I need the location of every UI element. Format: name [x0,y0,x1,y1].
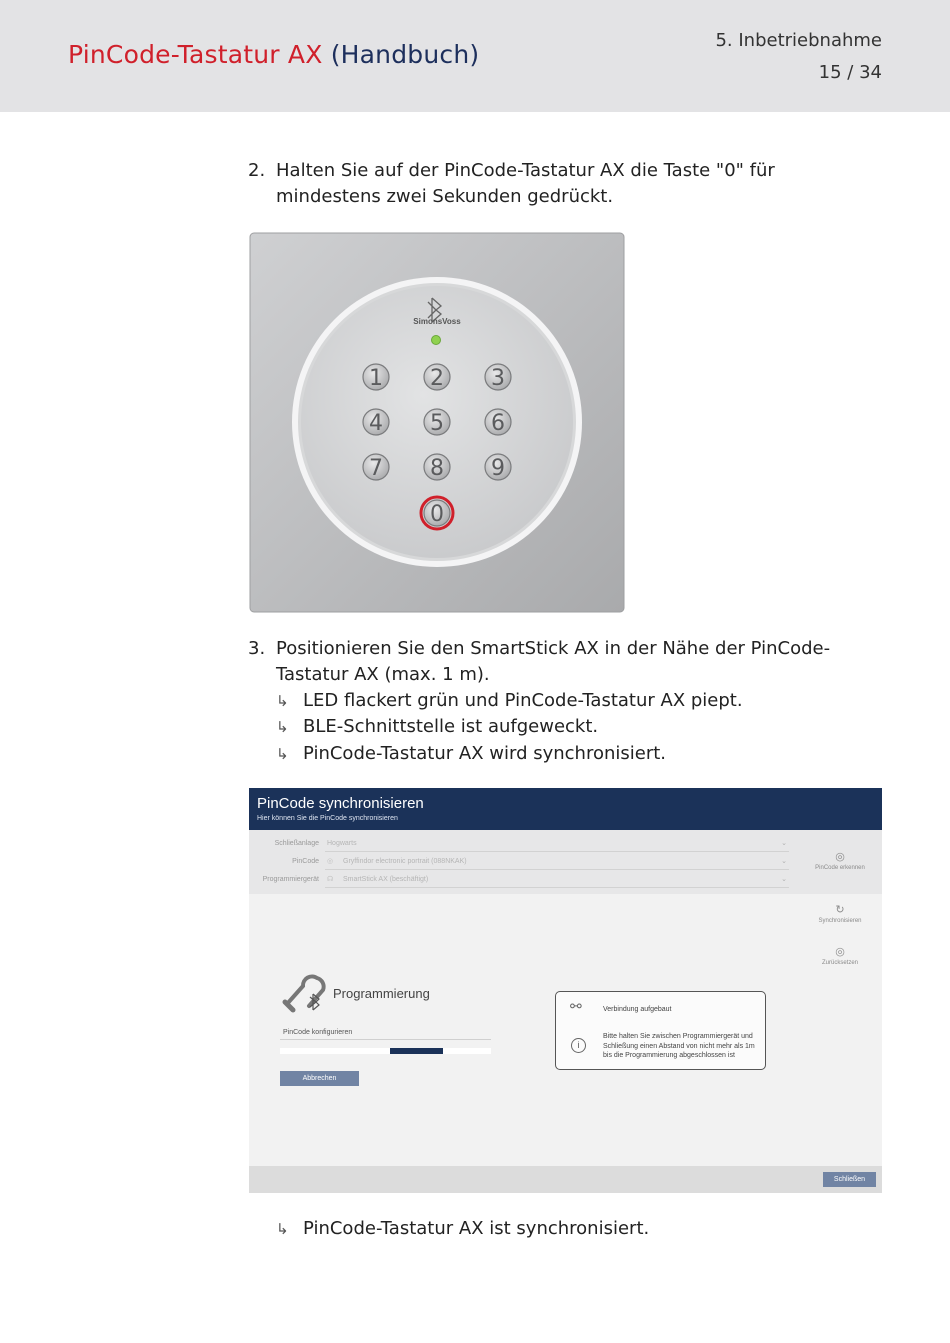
result-led [276,688,743,714]
result-arrow-icon: ↳ [276,692,289,710]
action-label: Synchronisieren [818,918,862,924]
keypad-icon: ◎ [327,858,334,865]
keypad-key-8 [424,454,450,481]
step-text: Positionieren Sie den SmartStick AX in der Nähe der PinCode-Tastatur AX (max. 1 m). [276,638,831,685]
document-title [68,40,479,69]
chapter-title: 5. Inbetriebnahme [715,30,882,51]
result-arrow-icon: ↳ [276,745,289,763]
programmer-select[interactable] [249,872,789,888]
pincode-select[interactable] [249,854,789,870]
programming-icon [281,970,329,1014]
reset-button[interactable] [808,945,872,966]
reset-icon: ◎ [835,946,845,958]
usb-stick-icon: ☊ [327,876,334,883]
sync-icon: ↻ [835,904,845,916]
keypad-photo [249,232,625,613]
progress-fill [390,1048,443,1054]
chevron-down-icon: ⌄ [781,876,787,883]
dialog-title: PinCode synchronisieren [257,795,424,812]
bluetooth-connection-icon: ⚯ [570,998,582,1014]
svg-text:4: 4 [369,411,383,436]
field-value: Hogwarts [327,840,357,847]
keypad-key-5 [424,409,450,436]
keypad-key-0 [421,497,453,529]
info-icon: i [571,1038,586,1053]
svg-text:5: 5 [430,411,444,436]
dialog-header [249,788,882,830]
dialog-subtitle: Hier können Sie die PinCode synchronisieren [257,815,398,822]
field-value: SmartStick AX (beschäftigt) [343,876,429,883]
synchronize-button[interactable] [808,903,872,924]
connection-hint: Bitte halten Sie zwischen Programmiergerät und Schließung einen Abstand von nicht mehr als 1m bis die Programmierung abgeschlossen ist [603,1033,755,1059]
result-text: BLE-Schnittstelle ist aufgeweckt. [303,716,599,737]
chevron-down-icon: ⌄ [781,858,787,865]
detect-icon: ◎ [835,851,845,863]
progress-bar [280,1048,491,1054]
svg-text:1: 1 [369,366,383,391]
result-sync [276,741,666,767]
result-arrow-icon: ↳ [276,718,289,736]
svg-text:3: 3 [491,366,505,391]
locking-system-select[interactable] [249,836,789,852]
filter-panel [249,830,882,894]
page-number: 15 / 34 [818,62,882,83]
connection-status: Verbindung aufgebaut [603,1006,672,1013]
step-3 [248,636,878,688]
step-2 [248,158,878,210]
result-ble [276,714,598,740]
keypad-key-9 [485,454,511,481]
step-number: 3. [248,638,266,659]
page-header [0,0,950,112]
field-label: Schließanlage [274,840,319,847]
field-value: Gryffindor electronic portrait (088NKAK) [343,858,467,865]
keypad-key-2 [424,364,450,391]
keypad-key-7 [363,454,389,481]
step-number: 2. [248,160,266,181]
cancel-button[interactable]: Abbrechen [280,1071,359,1086]
result-text: PinCode-Tastatur AX ist synchronisiert. [303,1218,650,1239]
chevron-down-icon: ⌄ [781,840,787,847]
keypad-key-1 [363,364,389,391]
keypad-led [432,336,441,345]
detect-pincode-button[interactable] [808,850,872,871]
document-title-product: PinCode-Tastatur AX [68,40,323,69]
action-label: Zurücksetzen [821,960,858,966]
keypad-brand-logo: SimonsVoss [413,317,461,326]
svg-text:0: 0 [430,502,444,527]
configure-label: PinCode konfigurieren [283,1029,353,1036]
software-window [249,788,882,1193]
keypad-key-3 [485,364,511,391]
programming-label: Programmierung [333,986,430,1001]
result-arrow-icon: ↳ [276,1220,289,1238]
step-text: Halten Sie auf der PinCode-Tastatur AX die Taste "0" für mindestens zwei Sekunden gedrückt. [276,160,775,207]
keypad-key-4 [363,409,389,436]
connection-info-box [555,991,766,1070]
svg-text:7: 7 [369,456,383,481]
action-label: PinCode erkennen [815,865,865,871]
result-text: PinCode-Tastatur AX wird synchronisiert. [303,743,667,764]
svg-text:9: 9 [491,456,505,481]
field-label: Programmiergerät [262,876,319,883]
close-button[interactable]: Schließen [823,1172,876,1187]
result-synchronized [276,1216,649,1242]
field-label: PinCode [292,858,319,865]
document-title-type: (Handbuch) [330,40,480,69]
svg-text:6: 6 [491,411,505,436]
result-text: LED flackert grün und PinCode-Tastatur AX piept. [303,690,743,711]
svg-text:8: 8 [430,456,444,481]
svg-text:2: 2 [430,366,444,391]
dialog-footer [249,1166,882,1193]
keypad-key-6 [485,409,511,436]
